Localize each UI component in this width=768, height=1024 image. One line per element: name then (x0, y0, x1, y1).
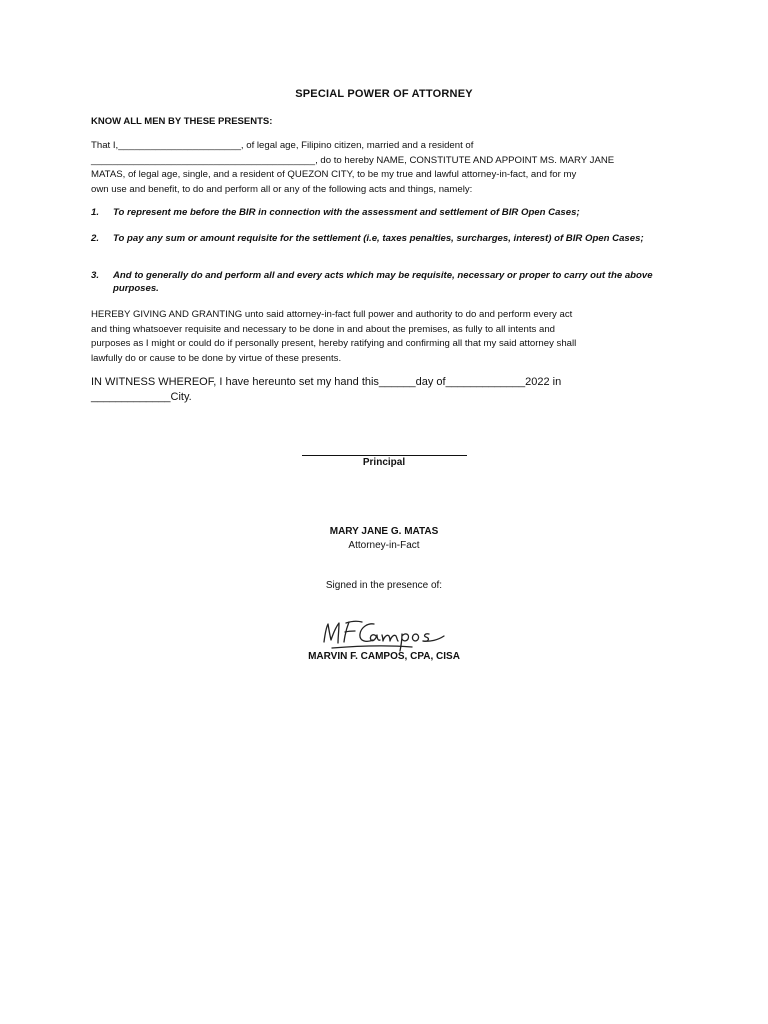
attorney-name: MARY JANE G. MATAS (329, 526, 439, 537)
list-item-text: And to generally do and perform all and every acts which may be requisite, necessary or proper to carry out the above purposes. (113, 270, 653, 294)
granting-line: lawfully do or cause to be done by virtue of these presents. (91, 352, 342, 364)
principal-signature-line (302, 455, 467, 456)
intro-line: That I,_______________________, of legal age, Filipino citizen, married and a resident of (91, 140, 474, 151)
handwritten-signature (316, 612, 456, 656)
list-item-number: 3. (91, 270, 100, 281)
attorney-role: Attorney-in-Fact (348, 540, 420, 551)
salutation: KNOW ALL MEN BY THESE PRESENTS: (91, 116, 273, 127)
list-item-number: 2. (91, 233, 100, 244)
signed-presence-label: Signed in the presence of: (325, 580, 443, 591)
intro-line: MATAS, of legal age, single, and a resident of QUEZON CITY, to be my true and lawful attorney-in-fact, and for my (91, 169, 577, 180)
list-item-text: To pay any sum or amount requisite for the settlement (i.e, taxes penalties, surcharges, interest) of BIR Open Cases; (113, 233, 644, 244)
granting-paragraph (91, 308, 681, 366)
principal-label: Principal (362, 457, 406, 468)
granting-line: and thing whatsoever requisite and necessary to be done in and about the premises, as fully to all intents and (91, 323, 555, 335)
intro-paragraph (91, 139, 681, 197)
witness-clause (91, 375, 691, 405)
list-item-number: 1. (91, 207, 100, 218)
witness-line: IN WITNESS WHEREOF, I have hereunto set my hand this______day of_____________2022 in (91, 376, 562, 388)
list-item-text: To represent me before the BIR in connection with the assessment and settlement of BIR Open Cases; (113, 207, 580, 218)
intro-line: own use and benefit, to do and perform all or any of the following acts and things, namely: (91, 183, 473, 195)
granting-line: HEREBY GIVING AND GRANTING unto said attorney-in-fact full power and authority to do and perform every act (91, 309, 573, 320)
witness-name: MARVIN F. CAMPOS, CPA, CISA (308, 651, 460, 662)
intro-line: __________________________________________, do to hereby NAME, CONSTITUTE AND APPOINT MS. MARY JANE (91, 154, 615, 166)
witness-line: _____________City. (91, 391, 192, 403)
document-title: SPECIAL POWER OF ATTORNEY (295, 88, 473, 100)
granting-line: purposes as I might or could do if personally present, hereby ratifying and confirming all that my said attorney shall (91, 338, 577, 349)
